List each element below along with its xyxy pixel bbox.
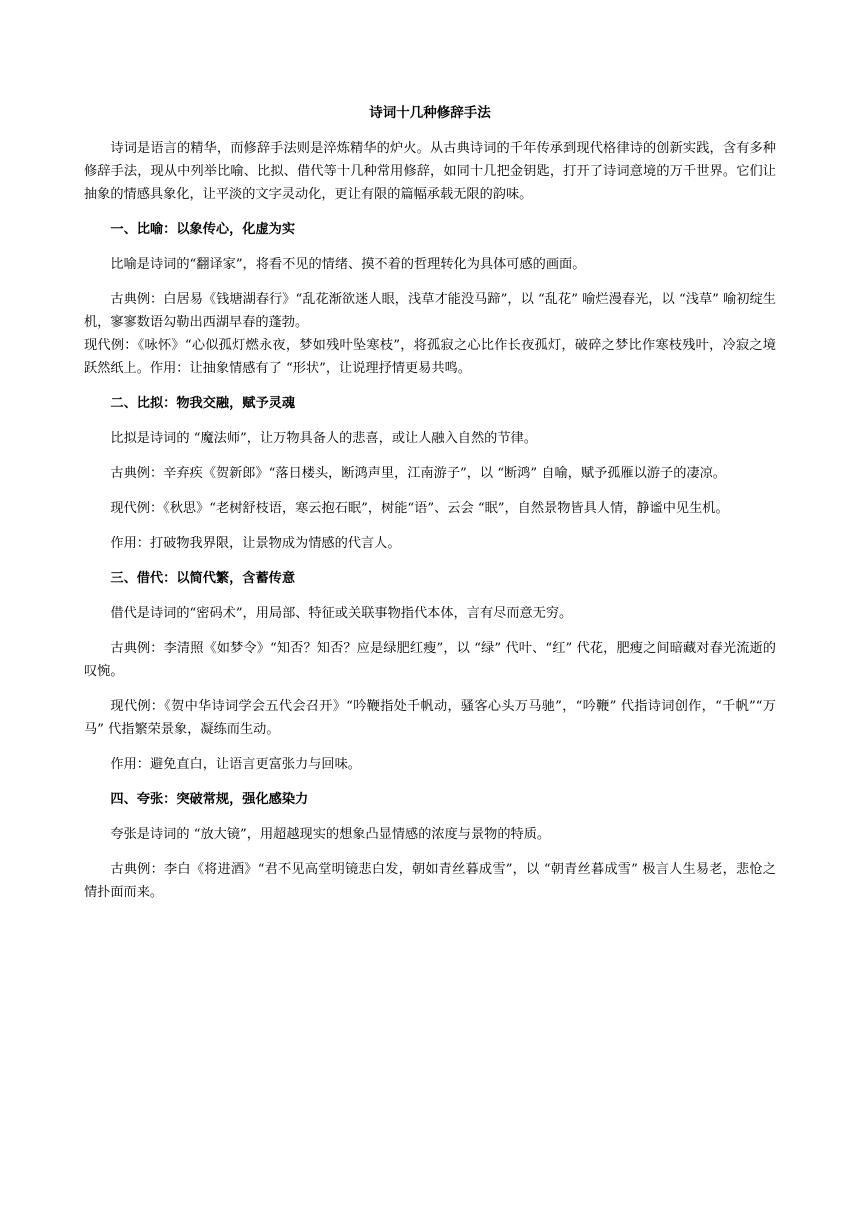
- classic-example: 古典例：李清照《如梦令》“知否？知否？应是绿肥红瘦”，以 “绿” 代叶、“红” 代花，肥瘦之间暗藏对春光流逝的叹惋。: [84, 641, 776, 679]
- document-title: 诗词十几种修辞手法: [369, 105, 491, 121]
- section-definition: 比喻是诗词的“翻译家”，将看不见的情绪、摸不着的哲理转化为具体可感的画面。: [110, 257, 586, 272]
- classic-example: 古典例：李白《将进酒》“君不见高堂明镜悲白发，朝如青丝暮成雪”，以 “朝青丝暮成雪” 极言人生易老，悲怆之情扑面而来。: [84, 862, 776, 900]
- modern-example: 现代例：《秋思》“老树舒枝语，寒云抱石眠”，树能“语”、云会 “眠”，自然景物皆具人情，静谧中见生机。: [110, 501, 729, 516]
- section-definition: 借代是诗词的“密码术”，用局部、特征或关联事物指代本体，言有尽而意无穷。: [110, 606, 573, 621]
- classic-example: 古典例：辛弃疾《贺新郎》“落日楼头，断鸿声里，江南游子”，以 “断鸿” 自喻，赋予孤雁以游子的凄凉。: [110, 466, 726, 481]
- modern-example: 现代例：《咏怀》“心似孤灯燃永夜，梦如残叶坠寒枝”，将孤寂之心比作长夜孤灯，破碎之梦比作寒枝残叶，冷寂之境跃然纸上。作用：让抽象情感有了 “形状”，让说理抒情更易共鸣。: [84, 338, 776, 376]
- intro-paragraph: 诗词是语言的精华，而修辞手法则是淬炼精华的炉火。从古典诗词的千年传承到现代格律诗的创新实践，含有多种修辞手法，现从中列举比喻、比拟、借代等十几种常用修辞，如同十几把金钥匙，打开了诗词意境的万千世界。它们让抽象的情感具象化，让平淡的文字灵动化，更让有限的篇幅承载无限的韵味。: [84, 141, 776, 202]
- effect-note: 作用：打破物我界限，让景物成为情感的代言人。: [110, 536, 401, 551]
- modern-example: 现代例：《贺中华诗词学会五代会召开》“吟鞭指处千帆动，骚客心头万马驰”，“吟鞭” 代指诗词创作，“千帆”“万马” 代指繁荣景象，凝练而生动。: [84, 699, 776, 737]
- section-heading-personification: 二、比拟：物我交融，赋予灵魂: [110, 396, 296, 411]
- document-page: [84, 102, 776, 916]
- effect-note: 作用：避免直白，让语言更富张力与回味。: [110, 757, 361, 772]
- section-definition: 比拟是诗词的 “魔法师”，让万物具备人的悲喜，或让人融入自然的节律。: [110, 431, 537, 446]
- section-definition: 夸张是诗词的 “放大镜”，用超越现实的想象凸显情感的浓度与景物的特质。: [110, 827, 551, 842]
- section-heading-hyperbole: 四、夸张：突破常规，强化感染力: [110, 792, 309, 807]
- section-heading-metonymy: 三、借代：以简代繁，含蓄传意: [110, 571, 296, 586]
- classic-example: 古典例：白居易《钱塘湖春行》“乱花渐欲迷人眼，浅草才能没马蹄”，以 “乱花” 喻烂漫春光，以 “浅草” 喻初绽生机，寥寥数语勾勒出西湖早春的蓬勃。: [84, 292, 776, 330]
- section-heading-metaphor: 一、比喻：以象传心，化虚为实: [110, 222, 296, 237]
